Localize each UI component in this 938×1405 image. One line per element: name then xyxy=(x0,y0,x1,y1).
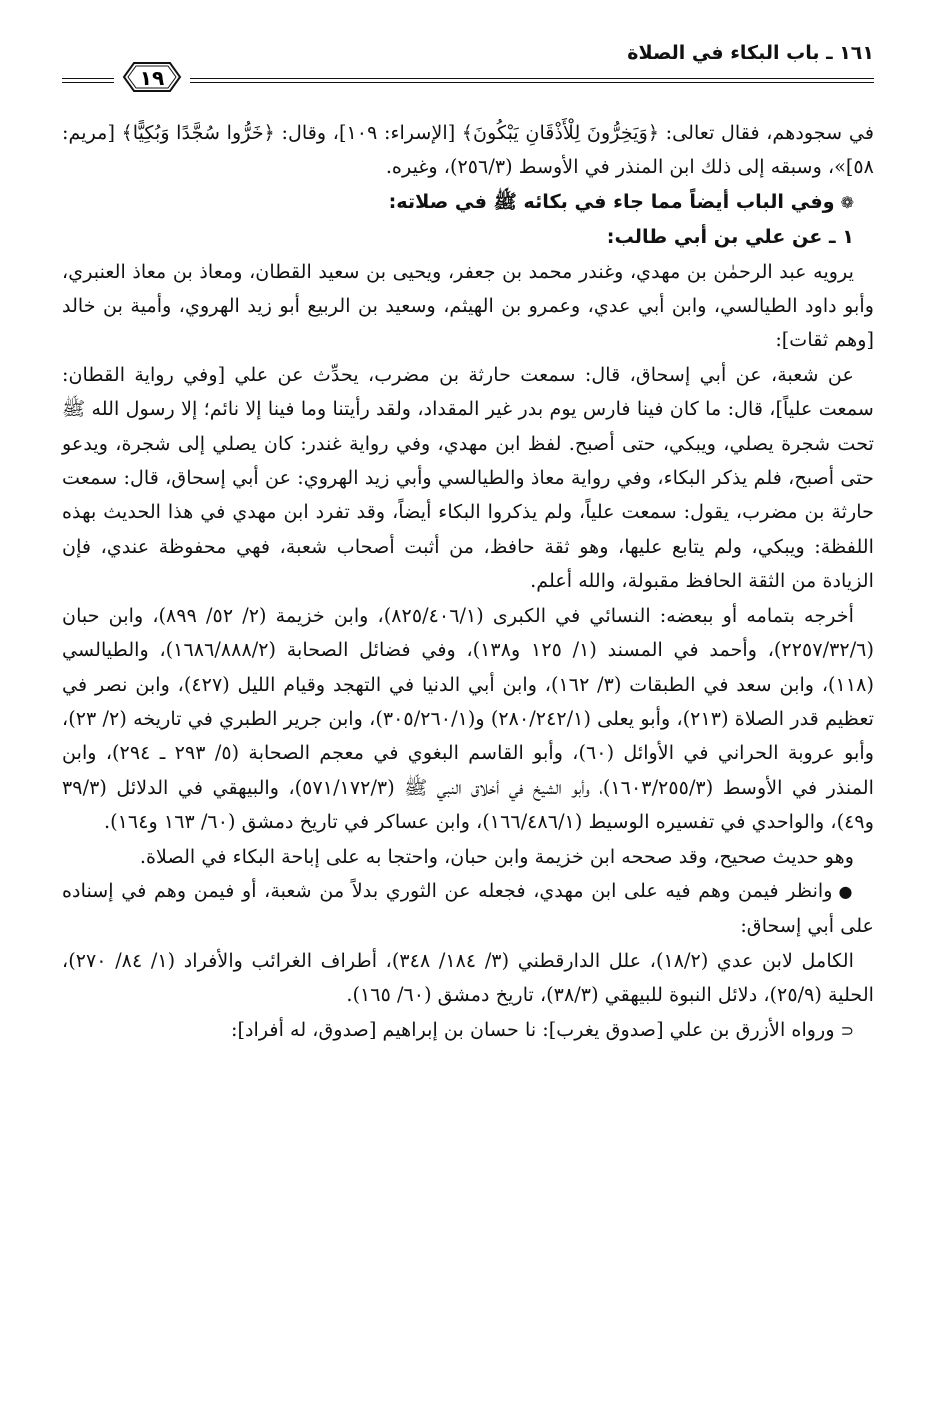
page-body xyxy=(62,116,874,1048)
page-header xyxy=(62,38,874,90)
paragraph: الكامل لابن عدي (١٨/٢)، علل الدارقطني (٣/ ١٨٤/ ٣٤٨)، أطراف الغرائب والأفراد (١/ ٨٤/ ٢٧٠)، الحلية (٢٥/٩)، دلائل النبوة للبيهقي (٣٨/٣)، تاريخ دمشق (٦٠/ ١٦٥). xyxy=(62,948,874,1007)
paragraph: ●وانظر فيمن وهم فيه على ابن مهدي، فجعله عن الثوري بدلاً من شعبة، أو فيمن وهم في إسناده على أبي إسحاق: xyxy=(62,878,874,938)
paragraph: يرويه عبد الرحمٰن بن مهدي، وغندر محمد بن جعفر، ويحيى بن سعيد القطان، ومعاذ بن معاذ العنبري، وأبو داود الطيالسي، وابن أبي عدي، وعمرو بن الهيثم، وسعيد بن الربيع أبو زيد الهروي، وأمية بن خالد [وهم ثقات]: xyxy=(62,259,874,352)
paragraph: عن شعبة، عن أبي إسحاق، قال: سمعت حارثة بن مضرب، يحدِّث عن علي [وفي رواية القطان: سمعت علياً]، قال: ما كان فينا فارس يوم بدر غير المقداد، ولقد رأيتنا وما فينا إلا نائم؛ إلا رسول الله ﷺ تحت شجرة يصلي، ويبكي، حتى أصبح. لفظ ابن مهدي، وفي رواية غندر: كان يصلي إلى شجرة، ويدعو حتى أصبح، فلم يذكر البكاء، وفي رواية معاذ والطيالسي وأبي زيد الهروي: عن أبي إسحاق، قال: سمعت حارثة بن مضرب، يقول: سمعت علياً، ولم يذكروا البكاء أيضاً، وقد تفرد ابن مهدي في هذا الحديث بهذه اللفظة: ويبكي، ولم يتابع عليها، وهو ثقة حافظ، من أثبت أصحاب شعبة، فهي محفوظة عندي، فإن الزيادة من الثقة الحافظ مقبولة، والله أعلم. xyxy=(62,362,874,593)
page-number-frame-icon xyxy=(114,60,190,94)
bullet-icon: ● xyxy=(838,881,854,901)
page xyxy=(62,38,874,1041)
bracket-icon: ⊂ xyxy=(840,1020,854,1040)
paragraph: وهو حديث صحيح، وقد صححه ابن خزيمة وابن حبان، واحتجا به على إباحة البكاء في الصلاة. xyxy=(139,844,854,868)
flower-icon: ❁ xyxy=(840,192,854,212)
paragraph: أخرجه بتمامه أو ببعضه: النسائي في الكبرى (٨٢٥/٤٠٦/١)، وابن خزيمة (٢/ ٥٢/ ٨٩٩)، وابن حبان (٢٢٥٧/٣٢/٦)، وأحمد في المسند (١/ ١٢٥ و١٣٨)، وفي فضائل الصحابة (١٦٨٦/٨٨٨/٢)، والطيالسي (١١٨)، وابن سعد في الطبقات (٣/ ١٦٢)، وابن أبي الدنيا في التهجد وقيام الليل (٤٢٧)، وابن نصر في تعظيم قدر الصلاة (٢١٣)، وأبو يعلى (٢٨٠/٢٤٢/١) و(٣٠٥/٢٦٠/١)، وابن جرير الطبري في تاريخه (٢/ ٢٣)، وأبو عروبة الحراني في الأوائل (٦٠)، وأبو القاسم البغوي في معجم الصحابة (٥/ ٢٩٣ ـ ٢٩٤)، وابن المنذر في الأوسط (١٦٠٣/٢٥٥/٣)، وأبو الشيخ في أخلاق النبي ﷺ (٥٧١/١٧٢/٣)، والبيهقي في الدلائل (٣٩/٣ و٤٩)، والواحدي في تفسيره الوسيط (١٦٦/٤٨٦/١)، وابن عساكر في تاريخ دمشق (٦٠/ ١٦٣ و١٦٤). xyxy=(62,603,874,834)
subsection-heading: ١ ـ عن علي بن أبي طالب: xyxy=(606,225,854,249)
paragraph: في سجودهم، فقال تعالى: ﴿وَيَخِرُّونَ لِلْأَذْقَانِ يَبْكُونَ﴾ [الإسراء: ١٠٩]، وقال: ﴿خَرُّوا سُجَّدًا وَبُكِيًّا﴾ [مريم: ٥٨]»، وسبقه إلى ذلك ابن المنذر في الأوسط (٢٥٦/٣)، وغيره. xyxy=(62,121,874,179)
running-title: ١٦١ ـ باب البكاء في الصلاة xyxy=(627,42,874,64)
section-intro: ❁وفي الباب أيضاً مما جاء في بكائه ﷺ في صلاته: xyxy=(388,189,854,213)
page-number-badge xyxy=(114,60,190,94)
paragraph: ⊂ورواه الأزرق بن علي [صدوق يغرب]: نا حسان بن إبراهيم [صدوق، له أفراد]: xyxy=(231,1017,854,1041)
page-number: ١٩ xyxy=(139,66,165,90)
